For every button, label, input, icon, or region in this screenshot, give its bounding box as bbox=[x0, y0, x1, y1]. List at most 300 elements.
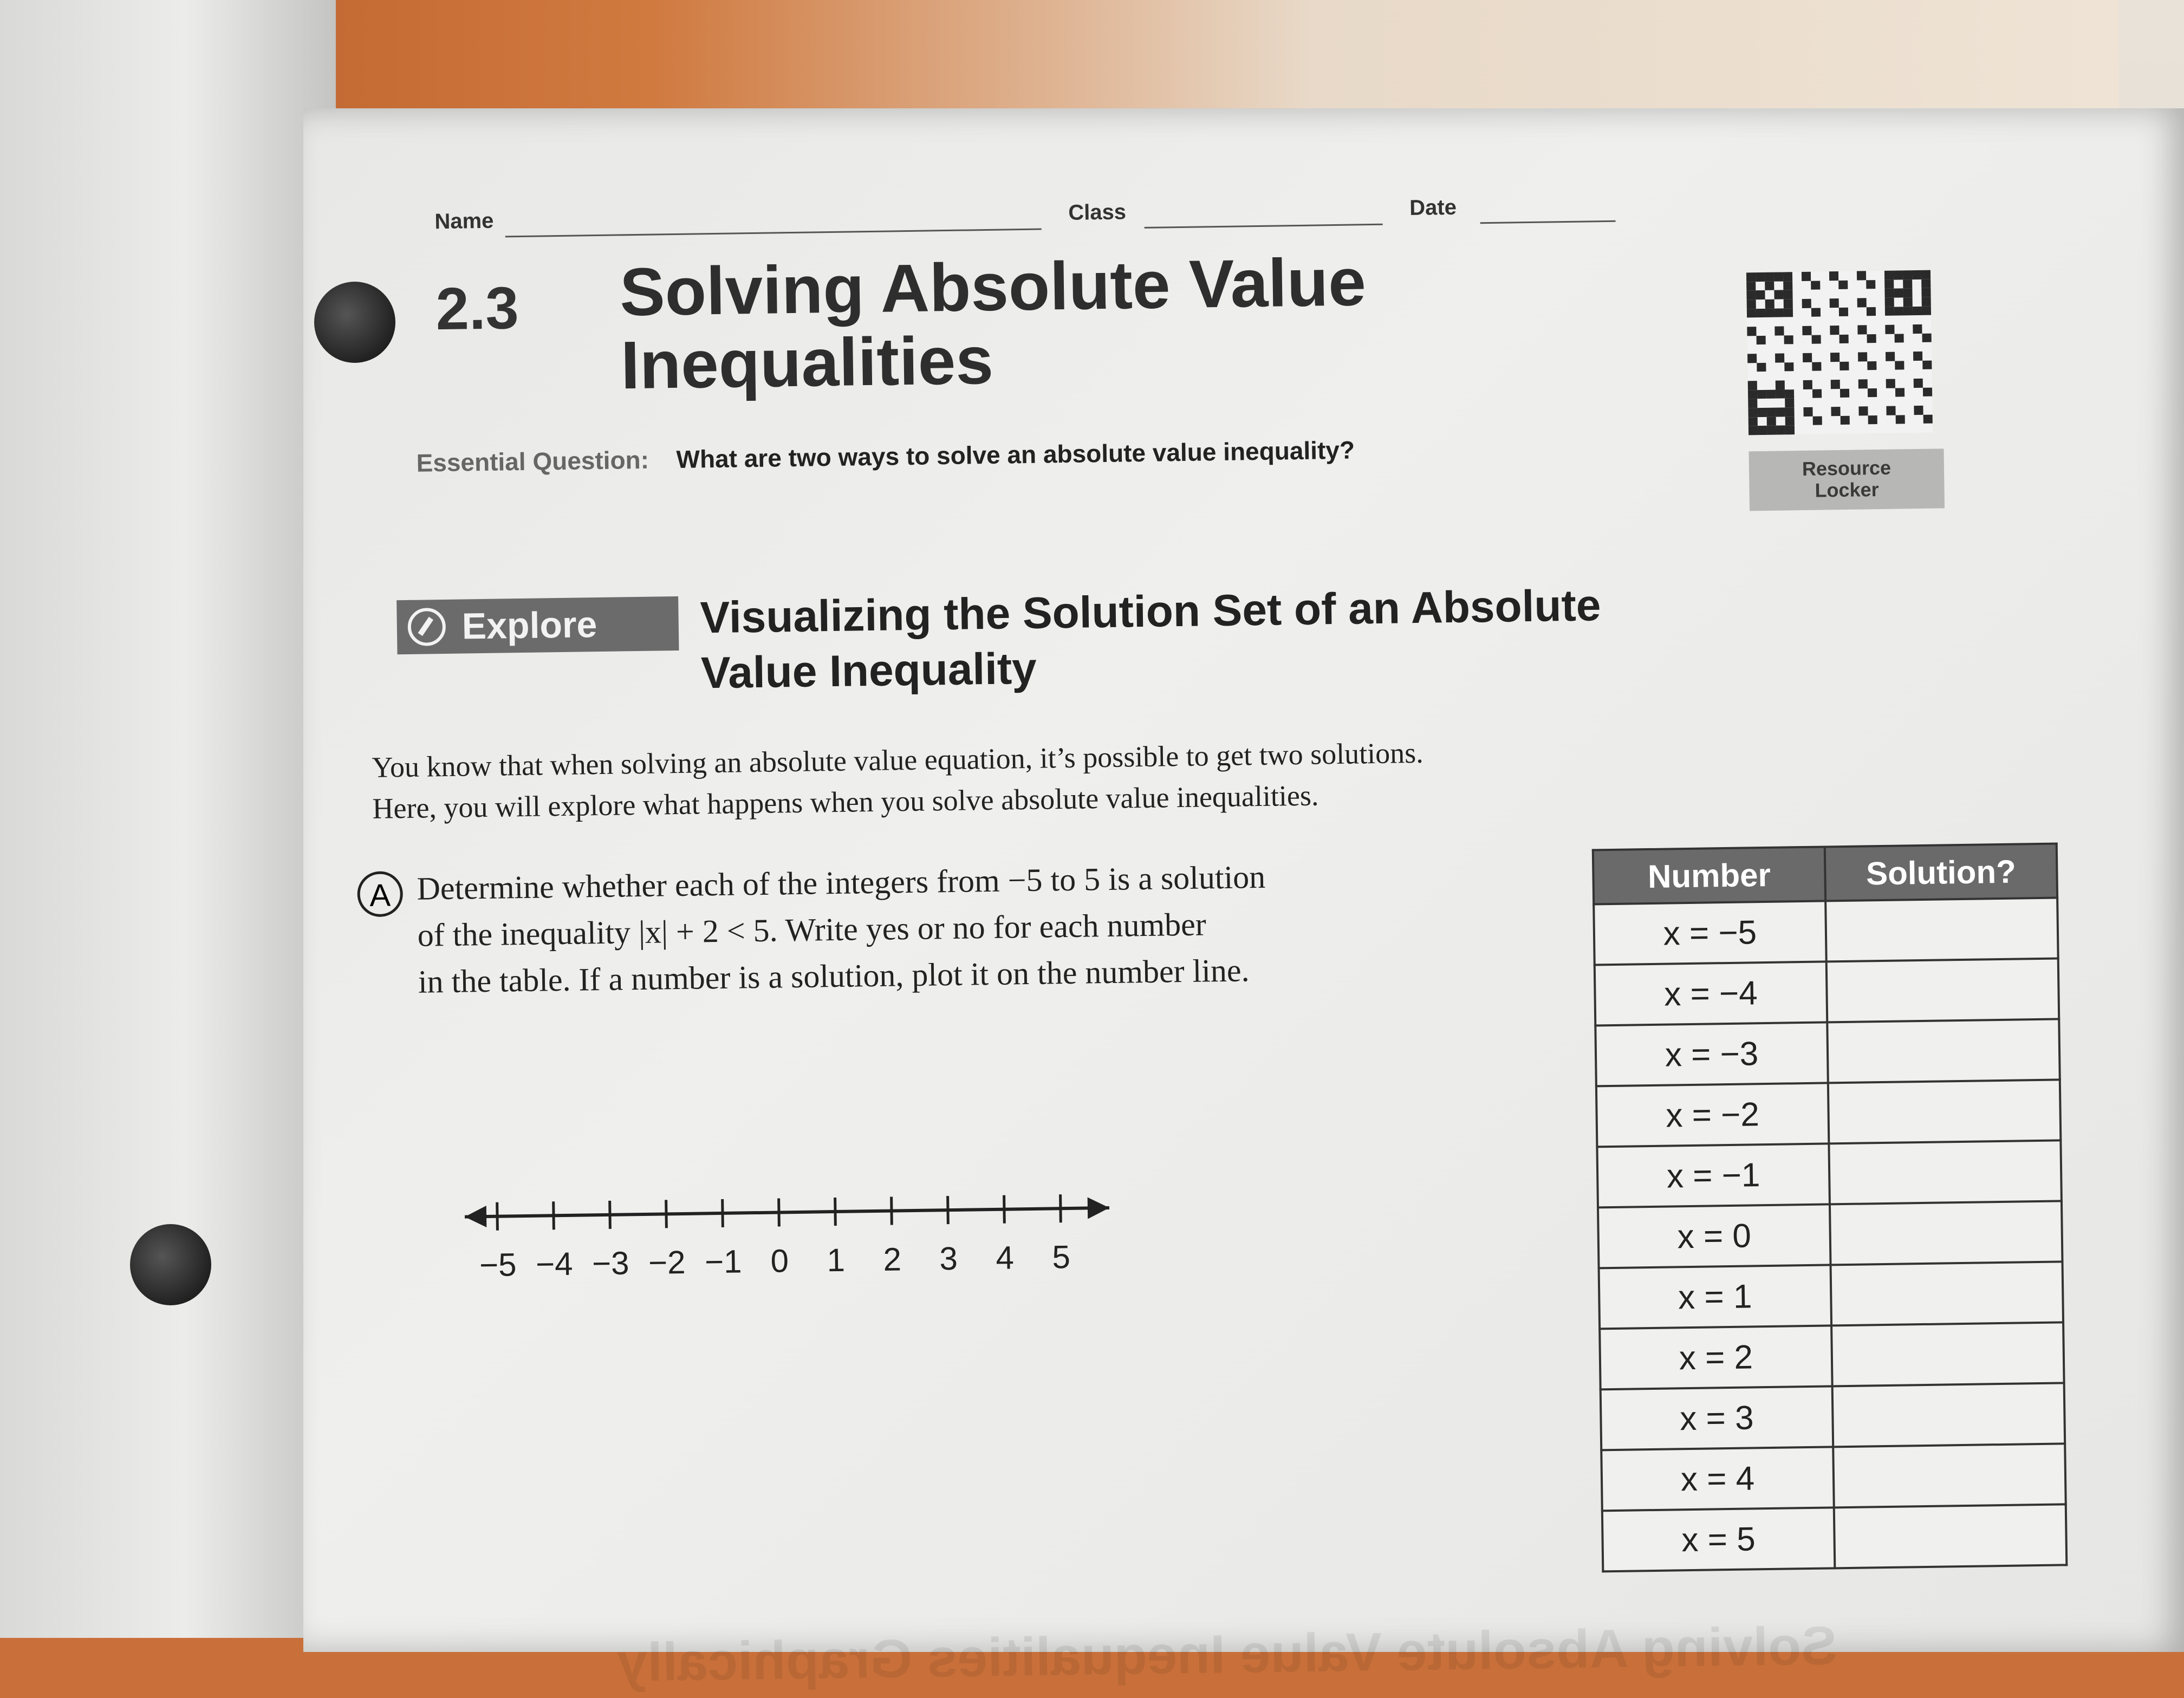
qr-module bbox=[1747, 300, 1756, 309]
qr-module bbox=[1877, 406, 1886, 415]
intro-paragraph bbox=[372, 730, 1618, 829]
qr-module bbox=[1802, 326, 1811, 335]
qr-module bbox=[1774, 317, 1784, 327]
table-row bbox=[1596, 1079, 2060, 1147]
qr-module bbox=[1813, 425, 1822, 434]
qr-module bbox=[1894, 289, 1903, 298]
qr-module bbox=[1747, 344, 1757, 354]
qr-module bbox=[1885, 307, 1894, 316]
qr-module bbox=[1756, 272, 1765, 282]
qr-module bbox=[1914, 379, 1923, 388]
qr-module bbox=[1765, 300, 1774, 309]
qr-module bbox=[1895, 343, 1904, 352]
qr-module bbox=[1903, 307, 1913, 316]
qr-module bbox=[1756, 327, 1765, 336]
qr-module bbox=[1903, 297, 1913, 307]
qr-module bbox=[1766, 335, 1775, 344]
qr-module bbox=[1868, 424, 1877, 433]
qr-module bbox=[1841, 415, 1850, 425]
qr-module bbox=[1867, 307, 1876, 316]
lesson-number: 2.3 bbox=[435, 275, 519, 343]
table-row bbox=[1595, 958, 2059, 1025]
explore-title-line2: Value Inequality bbox=[700, 643, 1037, 698]
number-cell: x = −5 bbox=[1594, 901, 1826, 965]
qr-module bbox=[1803, 398, 1812, 407]
qr-module bbox=[1792, 290, 1802, 299]
qr-module bbox=[1876, 370, 1886, 379]
qr-module bbox=[1905, 424, 1914, 433]
qr-module bbox=[1848, 271, 1857, 281]
qr-module bbox=[1821, 362, 1830, 371]
qr-module bbox=[1858, 379, 1868, 388]
solution-cell[interactable] bbox=[1833, 1443, 2066, 1507]
solution-cell[interactable] bbox=[1828, 1079, 2061, 1143]
qr-module bbox=[1867, 325, 1876, 334]
qr-module bbox=[1913, 307, 1922, 316]
qr-module bbox=[1867, 298, 1876, 307]
number-cell: x = 2 bbox=[1600, 1325, 1832, 1389]
qr-module bbox=[1803, 407, 1812, 417]
qr-module bbox=[1849, 334, 1858, 343]
qr-module bbox=[1831, 398, 1840, 407]
solution-table bbox=[1592, 842, 2068, 1572]
qr-module bbox=[1867, 334, 1876, 343]
number-cell: x = −1 bbox=[1597, 1143, 1830, 1207]
qr-module bbox=[1802, 299, 1811, 308]
qr-module bbox=[1867, 361, 1876, 370]
qr-module bbox=[1923, 424, 1933, 433]
qr-module bbox=[1821, 317, 1830, 326]
number-line-tick[interactable] bbox=[497, 1202, 498, 1231]
table-row bbox=[1600, 1322, 2064, 1389]
compass-icon bbox=[407, 608, 446, 646]
qr-module bbox=[1849, 343, 1858, 353]
qr-module bbox=[1812, 344, 1821, 353]
qr-module bbox=[1747, 317, 1756, 327]
qr-module bbox=[1793, 344, 1803, 353]
qr-module bbox=[1829, 281, 1838, 290]
number-cell: x = 3 bbox=[1601, 1386, 1834, 1450]
qr-module bbox=[1839, 370, 1849, 380]
qr-module bbox=[1766, 381, 1776, 390]
qr-module bbox=[1795, 425, 1804, 434]
qr-module bbox=[1867, 343, 1876, 352]
qr-module bbox=[1913, 297, 1922, 307]
qr-module bbox=[1821, 335, 1830, 344]
solution-cell[interactable] bbox=[1829, 1140, 2062, 1204]
qr-module bbox=[1776, 426, 1785, 435]
qr-module bbox=[1748, 399, 1757, 408]
qr-module bbox=[1813, 416, 1822, 425]
qr-module bbox=[1802, 272, 1811, 281]
qr-module bbox=[1747, 354, 1757, 363]
solution-cell[interactable] bbox=[1830, 1201, 2063, 1265]
part-a-marker: A bbox=[357, 871, 403, 917]
qr-module bbox=[1857, 316, 1867, 326]
qr-module bbox=[1784, 353, 1793, 362]
qr-module bbox=[1775, 344, 1784, 354]
qr-module bbox=[1839, 334, 1849, 343]
qr-module bbox=[1887, 424, 1896, 433]
qr-module bbox=[1868, 415, 1877, 425]
qr-module bbox=[1756, 282, 1765, 291]
intro-line1: You know that when solving an absolute value equation, it’s possible to get two solutions. bbox=[372, 736, 1424, 784]
qr-module bbox=[1904, 388, 1914, 397]
qr-module bbox=[1794, 380, 1803, 389]
qr-module bbox=[1757, 363, 1766, 372]
lesson-title-line1: Solving Absolute Value bbox=[619, 244, 1367, 330]
qr-module bbox=[1894, 297, 1903, 307]
qr-module bbox=[1840, 407, 1849, 416]
qr-module bbox=[1922, 352, 1932, 361]
qr-module bbox=[1858, 398, 1868, 407]
number-cell: x = −3 bbox=[1595, 1022, 1828, 1086]
qr-module bbox=[1884, 271, 1894, 280]
qr-module bbox=[1774, 299, 1784, 308]
qr-module bbox=[1747, 336, 1757, 345]
qr-module bbox=[1785, 399, 1794, 408]
qr-module bbox=[1922, 333, 1932, 342]
qr-module bbox=[1894, 324, 1903, 334]
qr-module bbox=[1866, 289, 1875, 298]
qr-module bbox=[1904, 352, 1913, 361]
qr-module bbox=[1821, 371, 1830, 380]
qr-module bbox=[1904, 396, 1914, 406]
qr-module bbox=[1822, 425, 1831, 434]
qr-module bbox=[1793, 308, 1802, 317]
qr-module bbox=[1783, 290, 1792, 300]
qr-module bbox=[1858, 388, 1868, 398]
qr-module bbox=[1812, 353, 1821, 362]
solution-column-header: Solution? bbox=[1825, 843, 2057, 901]
resource-locker-button[interactable] bbox=[1749, 448, 1945, 511]
number-cell: x = 4 bbox=[1601, 1447, 1834, 1511]
qr-module bbox=[1830, 353, 1839, 362]
qr-module bbox=[1792, 281, 1802, 290]
qr-module bbox=[1803, 380, 1812, 389]
qr-module bbox=[1877, 415, 1887, 424]
number-line[interactable] bbox=[459, 1175, 1165, 1293]
qr-module bbox=[1849, 388, 1858, 398]
qr-module bbox=[1903, 315, 1913, 324]
table-row bbox=[1595, 1019, 2059, 1086]
qr-module bbox=[1884, 289, 1894, 298]
qr-module bbox=[1831, 425, 1841, 434]
qr-module bbox=[1802, 281, 1811, 290]
qr-module bbox=[1922, 342, 1932, 352]
qr-module bbox=[1858, 370, 1867, 380]
qr-module bbox=[1783, 281, 1792, 290]
qr-module bbox=[1785, 380, 1794, 389]
solution-cell[interactable] bbox=[1827, 1019, 2060, 1083]
qr-module bbox=[1914, 396, 1923, 406]
part-a-line2: of the inequality |x| + 2 < 5. Write yes or no for each number bbox=[417, 906, 1207, 953]
qr-module bbox=[1887, 415, 1896, 424]
qr-module bbox=[1803, 353, 1812, 362]
number-line-tick-label: 3 bbox=[939, 1240, 958, 1277]
qr-module bbox=[1859, 425, 1868, 434]
left-page bbox=[0, 0, 336, 1638]
qr-module bbox=[1922, 369, 1932, 379]
qr-module bbox=[1757, 390, 1766, 399]
qr-module bbox=[1766, 344, 1775, 354]
qr-module bbox=[1793, 362, 1803, 372]
solution-cell[interactable] bbox=[1826, 958, 2059, 1022]
qr-module bbox=[1895, 352, 1904, 361]
qr-module bbox=[1803, 344, 1812, 353]
qr-module bbox=[1795, 417, 1804, 426]
qr-module bbox=[1767, 426, 1776, 435]
qr-module bbox=[1830, 316, 1839, 326]
qr-module bbox=[1867, 316, 1876, 325]
qr-module bbox=[1765, 327, 1774, 336]
qr-module bbox=[1923, 379, 1932, 388]
number-line-tick-label: 0 bbox=[770, 1242, 789, 1279]
qr-module bbox=[1849, 353, 1858, 362]
qr-module bbox=[1921, 288, 1930, 297]
qr-module bbox=[1848, 280, 1857, 289]
qr-module bbox=[1831, 380, 1840, 389]
qr-module bbox=[1913, 352, 1922, 361]
date-line[interactable] bbox=[1480, 220, 1616, 224]
solution-cell[interactable] bbox=[1831, 1261, 2064, 1325]
qr-module bbox=[1794, 389, 1803, 399]
qr-module bbox=[1747, 372, 1757, 381]
qr-module bbox=[1840, 380, 1849, 389]
qr-module bbox=[1830, 335, 1839, 344]
qr-module bbox=[1830, 343, 1839, 353]
qr-module bbox=[1867, 370, 1876, 379]
qr-module bbox=[1839, 298, 1848, 308]
qr-module bbox=[1766, 389, 1776, 399]
qr-module bbox=[1821, 344, 1830, 353]
qr-module bbox=[1914, 415, 1923, 424]
qr-module bbox=[1821, 308, 1830, 317]
qr-module bbox=[1848, 298, 1857, 308]
qr-module bbox=[1758, 426, 1767, 435]
qr-module bbox=[1802, 290, 1811, 299]
qr-module bbox=[1895, 397, 1904, 406]
qr-module bbox=[1903, 279, 1912, 289]
essential-question-text: What are two ways to solve an absolute value inequality? bbox=[676, 435, 1355, 474]
qr-module bbox=[1839, 353, 1849, 362]
qr-module bbox=[1868, 379, 1877, 388]
qr-module bbox=[1914, 424, 1923, 433]
solution-cell[interactable] bbox=[1825, 897, 2058, 961]
qr-module bbox=[1765, 317, 1774, 327]
qr-module bbox=[1876, 334, 1886, 343]
qr-module bbox=[1804, 425, 1813, 434]
qr-module bbox=[1811, 271, 1820, 281]
qr-module bbox=[1775, 353, 1784, 362]
qr-module bbox=[1793, 326, 1802, 335]
arrow-right-icon bbox=[1088, 1197, 1110, 1219]
number-line-tick-label: −4 bbox=[535, 1245, 573, 1283]
qr-module bbox=[1839, 361, 1849, 370]
qr-module bbox=[1866, 280, 1875, 289]
qr-module bbox=[1820, 271, 1829, 281]
worksheet-page bbox=[303, 108, 2184, 1693]
qr-module bbox=[1812, 398, 1822, 407]
number-line-tick[interactable] bbox=[1004, 1195, 1005, 1224]
qr-module bbox=[1914, 388, 1923, 397]
qr-module bbox=[1765, 290, 1774, 300]
qr-module bbox=[1784, 335, 1793, 344]
qr-module bbox=[1757, 399, 1766, 408]
qr-module bbox=[1831, 389, 1840, 398]
qr-module bbox=[1784, 372, 1793, 381]
qr-module bbox=[1774, 290, 1783, 300]
qr-module bbox=[1849, 407, 1858, 416]
qr-module bbox=[1896, 415, 1905, 424]
qr-module bbox=[1830, 326, 1839, 335]
qr-module bbox=[1793, 317, 1802, 326]
qr-module bbox=[1849, 398, 1858, 407]
qr-module bbox=[1858, 352, 1867, 361]
number-line-tick-label: −2 bbox=[648, 1244, 686, 1281]
qr-module bbox=[1757, 372, 1766, 381]
qr-module bbox=[1922, 324, 1931, 334]
qr-module bbox=[1848, 326, 1857, 335]
qr-module bbox=[1857, 280, 1866, 289]
qr-module bbox=[1875, 289, 1884, 298]
qr-module bbox=[1811, 326, 1821, 335]
qr-code-icon[interactable] bbox=[1746, 270, 1933, 435]
qr-module bbox=[1802, 317, 1811, 326]
name-line[interactable] bbox=[505, 229, 1042, 238]
qr-module bbox=[1913, 315, 1922, 324]
qr-module bbox=[1877, 397, 1886, 406]
qr-module bbox=[1886, 334, 1895, 343]
qr-module bbox=[1748, 390, 1757, 399]
qr-module bbox=[1839, 343, 1849, 353]
qr-module bbox=[1841, 425, 1850, 434]
qr-module bbox=[1811, 281, 1820, 290]
qr-module bbox=[1812, 371, 1821, 380]
qr-module bbox=[1811, 308, 1821, 317]
qr-module bbox=[1803, 389, 1812, 398]
number-line-tick[interactable] bbox=[835, 1198, 836, 1226]
qr-module bbox=[1866, 271, 1875, 280]
explore-badge bbox=[396, 596, 679, 654]
qr-module bbox=[1774, 272, 1783, 281]
qr-module bbox=[1766, 362, 1775, 372]
qr-module bbox=[1923, 396, 1932, 406]
qr-module bbox=[1876, 352, 1886, 361]
qr-module bbox=[1766, 372, 1775, 381]
qr-module bbox=[1775, 335, 1784, 344]
qr-module bbox=[1793, 299, 1802, 308]
qr-module bbox=[1904, 379, 1914, 388]
qr-module bbox=[1894, 316, 1903, 325]
class-label: Class bbox=[1068, 200, 1127, 225]
qr-module bbox=[1912, 270, 1921, 279]
qr-module bbox=[1895, 406, 1904, 415]
qr-module bbox=[1783, 272, 1792, 281]
qr-module bbox=[1765, 272, 1774, 282]
qr-module bbox=[1746, 290, 1756, 300]
qr-module bbox=[1868, 406, 1877, 415]
solution-cell[interactable] bbox=[1834, 1504, 2067, 1568]
number-line-tick-label: −5 bbox=[479, 1246, 517, 1284]
qr-module bbox=[1776, 417, 1785, 426]
qr-module bbox=[1766, 408, 1776, 417]
resource-locker-line1: Resource bbox=[1802, 456, 1891, 480]
qr-module bbox=[1876, 298, 1885, 307]
number-line-tick-label: 4 bbox=[996, 1239, 1015, 1276]
binder-hole-bottom bbox=[130, 1224, 211, 1305]
class-line[interactable] bbox=[1145, 224, 1383, 229]
qr-module bbox=[1765, 308, 1774, 317]
qr-module bbox=[1839, 326, 1848, 335]
qr-module bbox=[1858, 334, 1867, 343]
qr-module bbox=[1857, 271, 1866, 280]
qr-module bbox=[1886, 397, 1895, 406]
number-cell: x = 1 bbox=[1599, 1265, 1832, 1329]
qr-module bbox=[1858, 361, 1867, 370]
qr-module bbox=[1904, 406, 1914, 415]
qr-module bbox=[1895, 370, 1904, 379]
qr-module bbox=[1922, 306, 1931, 315]
qr-module bbox=[1822, 380, 1831, 389]
qr-module bbox=[1785, 417, 1795, 426]
qr-module bbox=[1857, 289, 1866, 298]
qr-module bbox=[1822, 398, 1831, 407]
qr-module bbox=[1895, 379, 1904, 388]
qr-module bbox=[1885, 316, 1894, 325]
qr-module bbox=[1784, 344, 1793, 354]
essential-question-label: Essential Question: bbox=[416, 445, 649, 477]
qr-module bbox=[1922, 315, 1931, 324]
number-cell: x = −2 bbox=[1596, 1083, 1829, 1147]
qr-module bbox=[1886, 388, 1895, 397]
qr-module bbox=[1803, 362, 1812, 371]
qr-module bbox=[1830, 298, 1839, 308]
qr-module bbox=[1784, 326, 1793, 335]
qr-module bbox=[1758, 417, 1767, 426]
qr-module bbox=[1804, 416, 1813, 425]
qr-module bbox=[1859, 415, 1868, 425]
qr-module bbox=[1895, 361, 1904, 370]
qr-module bbox=[1774, 308, 1784, 317]
qr-module bbox=[1877, 424, 1887, 433]
qr-module bbox=[1784, 362, 1793, 372]
qr-module bbox=[1821, 298, 1830, 308]
qr-module bbox=[1776, 399, 1785, 408]
qr-module bbox=[1913, 369, 1922, 379]
qr-module bbox=[1766, 399, 1776, 408]
number-cell: x = −4 bbox=[1595, 961, 1828, 1025]
qr-module bbox=[1829, 271, 1838, 281]
qr-module bbox=[1923, 387, 1932, 396]
qr-module bbox=[1857, 298, 1867, 307]
qr-module bbox=[1784, 317, 1793, 327]
date-label: Date bbox=[1409, 195, 1457, 220]
qr-module bbox=[1802, 308, 1811, 317]
qr-module bbox=[1784, 308, 1793, 317]
number-line-axis bbox=[465, 1208, 1109, 1217]
qr-module bbox=[1838, 271, 1848, 281]
qr-module bbox=[1850, 415, 1859, 425]
qr-module bbox=[1885, 298, 1894, 307]
solution-cell[interactable] bbox=[1832, 1383, 2065, 1447]
qr-module bbox=[1857, 307, 1867, 316]
qr-module bbox=[1904, 369, 1913, 379]
qr-module bbox=[1830, 370, 1839, 380]
number-line-tick[interactable] bbox=[666, 1200, 667, 1228]
qr-module bbox=[1830, 308, 1839, 317]
solution-cell[interactable] bbox=[1831, 1322, 2064, 1386]
